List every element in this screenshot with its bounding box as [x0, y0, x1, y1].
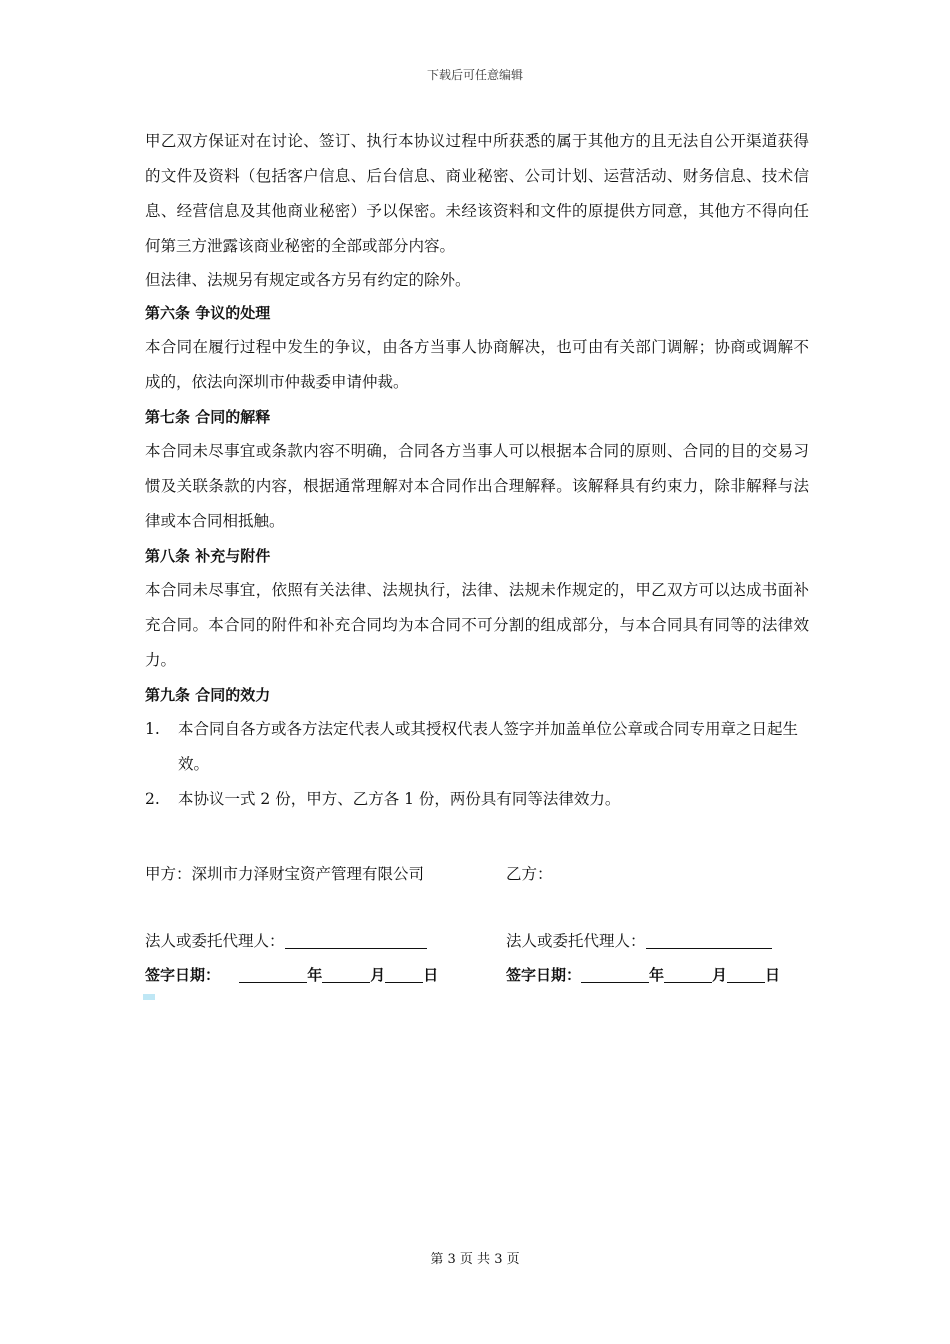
month-unit: 月 [712, 966, 728, 984]
article-6-body: 本合同在履行过程中发生的争议，由各方当事人协商解决，也可由有关部门调解；协商或调解不成的，依法向深圳市仲裁委申请仲裁。 [145, 338, 809, 391]
party-b-month-line[interactable] [664, 966, 712, 983]
party-a-label: 甲方：深圳市力泽财宝资产管理有限公司 [145, 865, 425, 883]
representative-label: 法人或委托代理人： [145, 932, 285, 950]
page-header: 下载后可任意编辑 [426, 68, 523, 82]
confidentiality-paragraph: 甲乙双方保证对在讨论、签订、执行本协议过程中所获悉的属于其他方的且无法自公开渠道获得的文件及资料（包括客户信息、后台信息、商业秘密、公司计划、运营活动、财务信息、技术信息、经营信息及其他商业秘密）予以保密。未经该资料和文件的原提供方同意，其他方不得向任何第三方泄露该商业秘密的全部或部分内容。 [145, 132, 809, 255]
article-6-title: 第六条 争议的处理 [145, 304, 271, 322]
article-9-title: 第九条 合同的效力 [145, 686, 271, 704]
month-unit: 月 [370, 966, 386, 984]
page-footer: 第 3 页 共 3 页 [430, 1252, 520, 1267]
list-text: 本协议一式 2 份，甲方、乙方各 1 份，两份具有同等法律效力。 [178, 790, 621, 808]
article-8-title: 第八条 补充与附件 [145, 547, 271, 565]
party-a-signing-date [145, 964, 438, 985]
list-item [145, 782, 809, 817]
exception-paragraph: 但法律、法规另有规定或各方另有约定的除外。 [145, 271, 471, 289]
selection-marker [143, 994, 155, 1000]
party-a-rep-signature-line[interactable] [285, 932, 427, 949]
article-7-title: 第七条 合同的解释 [145, 408, 271, 426]
document-body [145, 124, 809, 817]
party-a-month-line[interactable] [322, 966, 370, 983]
day-unit: 日 [423, 966, 439, 984]
party-a-year-line[interactable] [239, 966, 307, 983]
party-b-signing-date [506, 964, 780, 985]
party-b-label: 乙方： [506, 865, 553, 883]
party-b-rep-signature-line[interactable] [646, 932, 772, 949]
list-item [145, 712, 809, 782]
list-number: 2. [145, 790, 160, 808]
party-a-day-line[interactable] [385, 966, 423, 983]
list-number: 1. [145, 720, 160, 738]
article-8-body: 本合同未尽事宜，依照有关法律、法规执行，法律、法规未作规定的，甲乙双方可以达成书面补充合同。本合同的附件和补充合同均为本合同不可分割的组成部分，与本合同具有同等的法律效力。 [145, 581, 809, 669]
party-b-representative [506, 929, 772, 951]
date-label: 签字日期： [145, 966, 221, 984]
party-b-day-line[interactable] [727, 966, 765, 983]
year-unit: 年 [649, 966, 665, 984]
party-a-representative [145, 929, 427, 951]
day-unit: 日 [765, 966, 781, 984]
representative-label: 法人或委托代理人： [506, 932, 646, 950]
date-label: 签字日期： [506, 966, 582, 984]
article-7-body: 本合同未尽事宜或条款内容不明确，合同各方当事人可以根据本合同的原则、合同的目的交易习惯及关联条款的内容，根据通常理解对本合同作出合理解释。该解释具有约束力，除非解释与法律或本合同相抵触。 [145, 442, 809, 530]
list-text: 本合同自各方或各方法定代表人或其授权代表人签字并加盖单位公章或合同专用章之日起生效。 [178, 720, 799, 773]
party-b-year-line[interactable] [581, 966, 649, 983]
year-unit: 年 [307, 966, 323, 984]
